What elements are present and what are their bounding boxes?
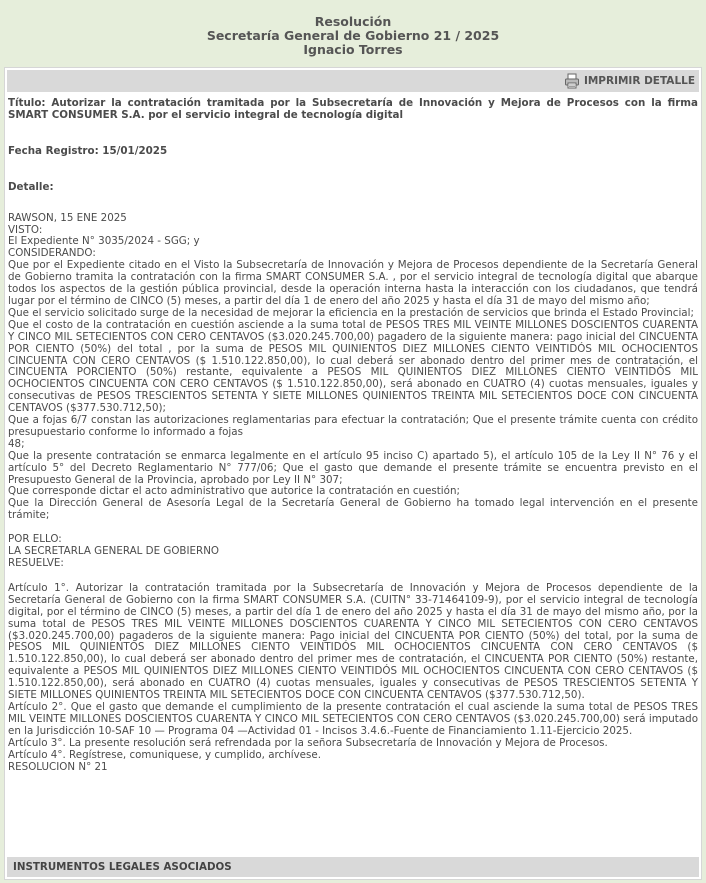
printer-icon[interactable] [564,73,580,89]
intro-line: VISTO: [8,223,43,236]
considerando-paragraph: Que la presente contratación se enmarca legalmente en el artículo 95 inciso C) apartado 5), el artículo 105 de la Ley II N° 76 y el artículo 5° del Decreto Reglamentario N° 777/06; Que el gasto que demande el presente trámite se encuentra previsto en el Presupuesto General de la Provincia, aprobado por Ley II N° 307; [8,449,698,486]
articulo-paragraph: Artículo 3°. La presente resolución será refrendada por la señora Subsecretaría de Innovación y Mejora de Procesos. [8,736,608,749]
detail-content [5,92,701,773]
por-ello-line: POR ELLO: [8,533,62,546]
considerando-paragraph: Que la Dirección General de Asesoría Legal de la Secretaría General de Gobierno ha tomado legal intervención en el presente trámite; [8,497,698,522]
resolution-header [0,0,706,57]
intro-line: RAWSON, 15 ENE 2025 [8,211,127,224]
header-title: Resolución [314,14,392,29]
considerando-paragraph: Que por el Expediente citado en el Visto la Subsecretaría de Innovación y Mejora de Procesos dependiente de la Secretaría General de Gobierno tramita la contratación con la firma SMART CONSUMER S.A. , por el servicio integral de tecnología digital que abarque todos los aspectos de la gestión pública provincial, desde la operación interna hasta la interacción con los ciudadanos, que tendrá lugar por el término de CINCO (5) meses, a partir del día 1 de enero del año 2025 y hasta el día 31 de mayo del mismo año; [8,259,698,307]
considerandos-block [8,260,698,522]
considerando-paragraph: Que corresponde dictar el acto administrativo que autorice la contratación en cuestión; [8,485,460,498]
resolution-number: RESOLUCION N° 21 [8,760,108,773]
articulo-paragraph: Artículo 2°. Que el gasto que demande el cumplimiento de la presente contratación el cual asciende la suma total de PESOS TRES MIL VEINTE MILLONES DOSCIENTOS CUARENTA Y CINCO MIL SETECIENTOS CON CERO CENTAVOS ($3.020.245.700,00) será imputado en la Jurisdicción 10-SAF 10 — Programa 04 —Actividad 01 - Incisos 3.4.6.-Fuente de Financiamiento 1.11-Ejercicio 2025. [8,700,698,737]
detail-panel [4,67,702,880]
por-ello-block [8,534,698,570]
intro-block [8,206,698,261]
document-title: Título: Autorizar la contratación tramitada por la Subsecretaría de Innovación y Mejora de Procesos con la firma SMART CONSUMER S.A. por el servicio integral de tecnología digital [8,97,698,121]
registration-date: Fecha Registro: 15/01/2025 [8,144,168,157]
associated-instruments-bar[interactable] [7,857,699,877]
intro-line: CONSIDERANDO: [8,247,96,260]
articulo-paragraph: Artículo 1°. Autorizar la contratación tramitada por la Subsecretaría de Innovación y Mejora de Procesos dependiente de la Secretaría General de Gobierno con la firma SMART CONSUMER S.A. (CUITN° 33-71464109-9), por el servicio integral de tecnología digital, por el término de CINCO (5) meses, a partir del día 1 de enero del año 2025 y hasta el día 31 de mayo del mismo año, por la suma total de PESOS TRES MIL VEINTE MILLONES DOSCIENTOS CUARENTA Y CINCO MIL SETECIENTOS CON CERO CENTAVOS ($3.020.245.700,00) pagaderos de la siguiente manera: Pago inicial del CINCUENTA POR CIENTO (50%) del total, por la suma de PESOS MIL QUINIENTOS DIEZ MILLONES CIENTO VEINTIDÓS MIL OCHOCIENTOS CINCUENTA CON CERO CENTAVOS ($ 1.510.122.850,00), lo cual deberá ser abonado dentro del primer mes de contratación, el CINCUENTA POR CIENTO (50%) restante, equivalente a PESOS MIL QUINIENTOS DIEZ MILLONES CIENTO VEINTIDÓS MIL OCHOCIENTOS CINCUENTA CON CERO CENTAVOS ($ 1.510.122.850,00), será abonado en CUATRO (4) cuotas mensuales, iguales y consecutivas de PESOS TRESCIENTOS SETENTA Y SIETE MILLONES QUINIENTOS TREINTA MIL SETECIENTOS DOCE CON CINCUENTA CENTAVOS ($377.530.712,50). [8,581,698,702]
articulos-block [8,582,698,774]
considerando-paragraph: Que el costo de la contratación en cuestión asciende a la suma total de PESOS TRES MIL VEINTE MILLONES DOSCIENTOS CUARENTA Y CINCO MIL SETECIENTOS CON CERO CENTAVOS ($3.020.245.700,00) pagadero de la siguiente manera: pago inicial del CINCUENTA POR CIENTO (50%) del total , por la suma de PESOS MIL QUINIENTOS DIEZ MILLONES CIENTO VEINTIDÓS MIL OCHOCIENTOS CINCUENTA CON CERO CENTAVOS ($ 1.510.122.850,00), lo cual deberá ser abonado dentro del primer mes de contratación, el CINCUENTA PORCIENTO (50%) restante, equivalente a PESOS MIL QUINIENTOS DIEZ MILLONES CIENTO VEINTIDÓS MIL OCHOCIENTOS CINCUENTA CON CERO CENTAVOS ($ 1.510.122.850,00), será abonado en CUATRO (4) cuotas mensuales, iguales y consecutivas de PESOS TRESCIENTOS SETENTA Y SIETE MILLONES QUINIENTOS TREINTA MIL SETECIENTOS DOCE CON CINCUENTA CENTAVOS ($377.530.712,50); [8,318,698,415]
por-ello-line: LA SECRETARLA GENERAL DE GOBIERNO [8,545,220,558]
associated-instruments-label: INSTRUMENTOS LEGALES ASOCIADOS [13,861,232,873]
detail-label: Detalle: [8,180,54,193]
considerando-paragraph: Que a fojas 6/7 constan las autorizaciones reglamentarias para efectuar la contratación; Que el presente trámite cuenta con crédito presupuestario conforme lo informado a fojas [8,414,698,438]
intro-line: El Expediente N° 3035/2024 - SGG; y [8,235,200,248]
considerando-paragraph: Que el servicio solicitado surge de la necesidad de mejorar la eficiencia en la prestación de servicios que brinda el Estado Provincial; [8,306,694,319]
header-subtitle: Secretaría General de Gobierno 21 / 2025 [206,28,500,43]
por-ello-line: RESUELVE: [8,557,64,569]
toolbar [7,70,699,92]
considerando-paragraph: 48; [8,437,25,450]
articulo-paragraph: Artículo 4°. Regístrese, comuniquese, y cumplido, archívese. [8,748,321,761]
print-detail-button[interactable]: IMPRIMIR DETALLE [583,75,695,87]
header-author: Ignacio Torres [303,42,403,57]
